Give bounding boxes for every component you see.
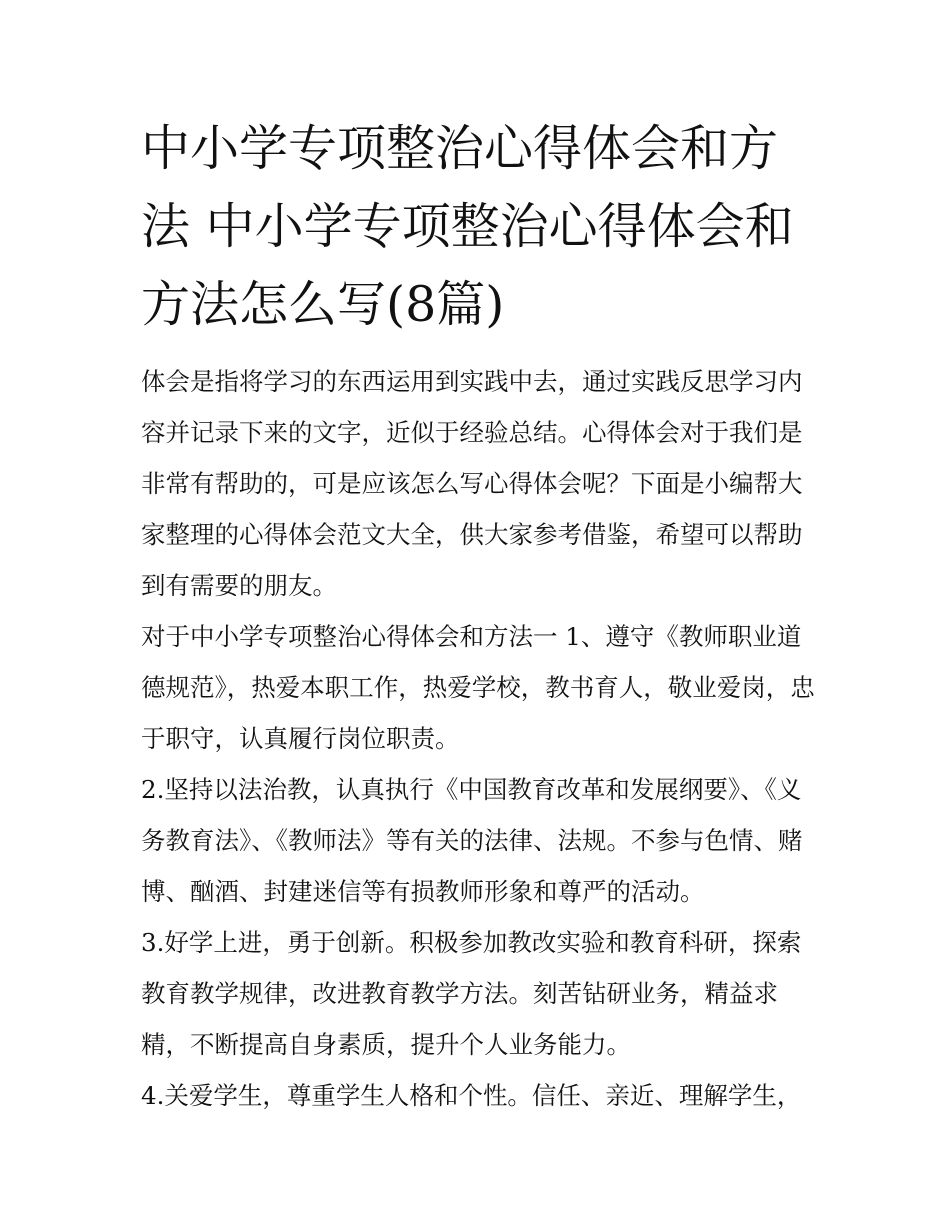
document-content <box>141 110 821 1121</box>
section-one-paragraph: 对于中小学专项整治心得体会和方法一 1、遵守《教师职业道德规范》，热爱本职工作，热爱学校，教书育人，敬业爱岗，忠于职守，认真履行岗位职责。 <box>141 622 815 753</box>
point-3-paragraph: 3.好学上进，勇于创新。积极参加教改实验和教育科研，探索教育教学规律，改进教育教学方法。刻苦钻研业务，精益求精，不断提高自身素质，提升个人业务能力。 <box>141 928 802 1059</box>
point-2-paragraph: 2.坚持以法治教，认真执行《中国教育改革和发展纲要》、《义务教育法》、《教师法》等有关的法律、法规。不参与色情、赌博、酗酒、封建迷信等有损教师形象和尊严的活动。 <box>141 775 803 906</box>
point-4-paragraph: 4.关爱学生，尊重学生人格和个性。信任、亲近、理解学生， <box>141 1081 802 1110</box>
document-title: 中小学专项整治心得体会和方法 中小学专项整治心得体会和方法怎么写(8篇) <box>141 120 794 333</box>
intro-paragraph: 体会是指将学习的东西运用到实践中去，通过实践反思学习内容并记录下来的文字，近似于经验总结。心得体会对于我们是非常有帮助的，可是应该怎么写心得体会呢？下面是小编帮大家整理的心得体会范文大全，供大家参考借鉴，希望可以帮助到有需要的朋友。 <box>141 367 803 600</box>
